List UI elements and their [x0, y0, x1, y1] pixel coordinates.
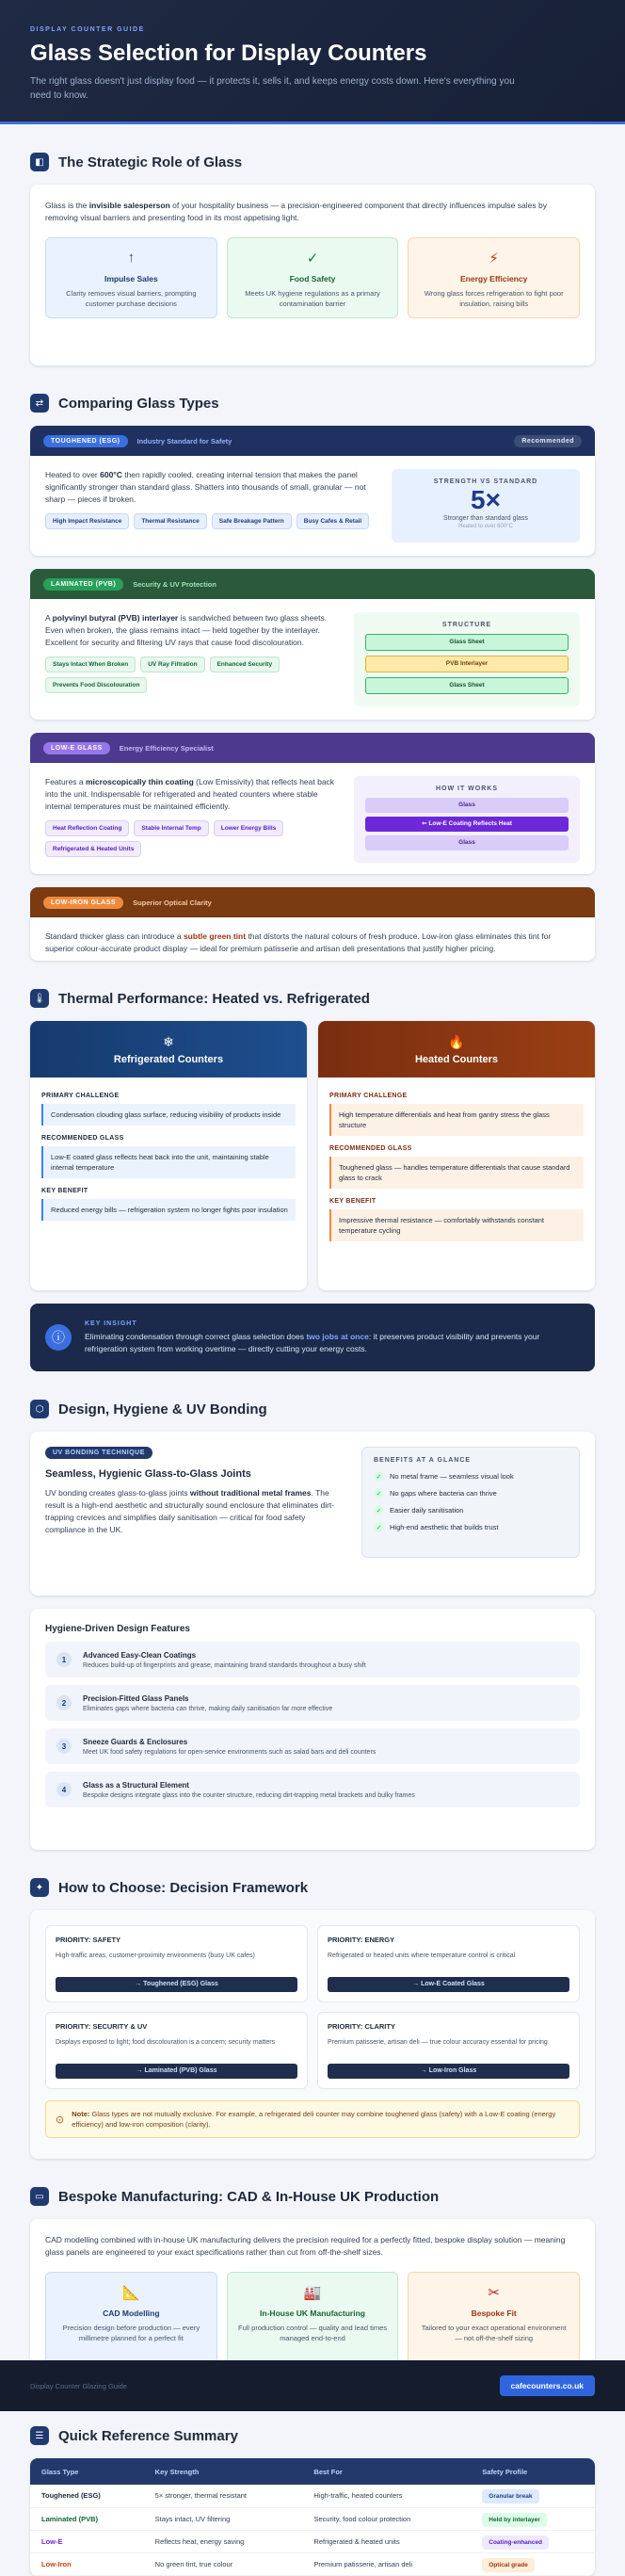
tag: Heat Reflection Coating — [45, 820, 129, 836]
table-row: Laminated (PVB) Stays intact, UV filtering Security, food colour protection Held by interlayer — [30, 2507, 595, 2530]
monitor-icon: ▭ — [30, 2187, 49, 2206]
toughened-card: TOUGHENED (ESG) Industry Standard for Safety Recommended Heated to over 600°C then rapidly cooled, creating internal tension that makes the panel significantly stronger than standard glass. Shatters into thousands of small, granular — not sharp — pieces if broken. High Impact Resistance Thermal Resistance Safe Breakage Pattern Busy Cafes & Retail STRENGTH VS STANDARD 5× Stronger than standard glass Heated to over 600°C — [30, 426, 595, 556]
coating-layer: ⇐ Low-E Coating Reflects Heat — [365, 817, 569, 832]
tag: Refrigerated & Heated Units — [45, 841, 141, 857]
check-icon: ✓ — [374, 1471, 384, 1482]
safety-badge: Held by interlayer — [482, 2513, 547, 2527]
info-icon: ⓘ — [45, 1324, 72, 1351]
summary-table — [30, 2458, 595, 2576]
section-title: Comparing Glass Types — [58, 395, 219, 412]
section-title: Quick Reference Summary — [58, 2427, 238, 2444]
section-title: The Strategic Role of Glass — [58, 154, 243, 170]
glass-layer: Glass Sheet — [365, 677, 569, 694]
glass-layer: Glass — [365, 835, 569, 851]
page-title: Glass Selection for Display Counters — [30, 41, 427, 66]
uv-heading: Seamless, Hygienic Glass-to-Glass Joints — [45, 1468, 251, 1480]
benefit-item: ✓ High-end aesthetic that builds trust — [374, 1522, 568, 1532]
tag: Prevents Food Discolouration — [45, 677, 147, 693]
check-icon: ✓ — [374, 1488, 384, 1499]
factory-icon: 🏭 — [303, 2285, 322, 2301]
recommendation-button[interactable]: → Toughened (ESG) Glass — [56, 1977, 297, 1992]
type-pill: LOW-IRON GLASS — [43, 897, 123, 909]
cad-card: 📐 CAD Modelling Precision design before production — every millimetre planned for a perfect fit — [45, 2272, 217, 2366]
thermometer-icon: 🌡 — [30, 989, 49, 1008]
benefit-item: ✓ Easier daily sanitisation — [374, 1505, 568, 1515]
tag: Busy Cafes & Retail — [296, 513, 369, 529]
note-box: ⊙ Note: Glass types are not mutually exclusive. For example, a refrigerated deli counter may combine toughened glass (safety) with a Low-E coating (energy efficiency) and low-iron composition (clarity). — [45, 2100, 580, 2138]
recommended-badge: Recommended — [514, 435, 582, 447]
impulse-sales-card: ↑ Impulse Sales Clarity removes visual barriers, prompting customer purchase decisions — [45, 237, 217, 318]
feature-item: 3 Sneeze Guards & Enclosures Meet UK food safety regulations for open-service environments such as salad bars and deli counters — [45, 1728, 580, 1764]
compass-icon: ✦ — [30, 1878, 49, 1897]
tag: Lower Energy Bills — [214, 820, 284, 836]
technique-pill: UV BONDING TECHNIQUE — [45, 1447, 152, 1459]
shield-icon: ⬡ — [30, 1400, 49, 1418]
benefit-item: ✓ No gaps where bacteria can thrive — [374, 1488, 568, 1499]
feature-item: 2 Precision-Fitted Glass Panels Eliminates gaps where bacteria can thrive, making daily sanitisation far more effective — [45, 1685, 580, 1721]
recommendation-button[interactable]: → Laminated (PVB) Glass — [56, 2064, 297, 2079]
glass-types-section — [0, 392, 625, 961]
glass-layer: Glass Sheet — [365, 634, 569, 651]
strategic-text: Glass is the invisible salesperson of your hospitality business — a precision-engineered component that directly influences impulse sales by removing visual barriers and presenting food in its most appetising light. — [45, 201, 547, 222]
eyebrow: DISPLAY COUNTER GUIDE — [30, 26, 145, 33]
laminated-card: LAMINATED (PVB) Security & UV Protection A polyvinyl butyral (PVB) interlayer is sandwiched between two glass sheets. Even when broken, the glass remains intact — held together by the interlayer. Excellent for security and filtering UV rays that cause food discolouration. Stays Intact When Broken UV Ray Filtration Enhanced Security Prevents Food Discolouration STRUCTURE Glass Sheet PVB Interlayer Glass Sheet — [30, 569, 595, 720]
tag: UV Ray Filtration — [140, 656, 204, 672]
refrigerated-counters-card: ❄ Refrigerated Counters PRIMARY CHALLENGE Condensation clouding glass surface, reducing visibility of products inside RECOMMENDED GLASS Low-E coated glass reflects heat back into the unit, maintaining stable internal temperature KEY BENEFIT Reduced energy bills — refrigeration system no longer fights poor insulation — [30, 1021, 307, 1290]
low-e-card: LOW-E GLASS Energy Efficiency Specialist Features a microscopically thin coating (Low Emissivity) that reflects heat back into the unit. Indispensable for refrigerated and heated counters where stable internal temperatures must be maintained efficiently. Heat Reflection Coating Stable Internal Temp Lower Energy Bills Refrigerated & Heated Units HOW IT WORKS Glass ⇐ Low-E Coating Reflects Heat Glass — [30, 733, 595, 874]
section-title: Thermal Performance: Heated vs. Refrigerated — [58, 990, 370, 1007]
design-section — [0, 1398, 625, 1850]
recommendation-button[interactable]: → Low-Iron Glass — [328, 2064, 569, 2079]
decision-card — [30, 1910, 595, 2159]
key-insight-banner: ⓘ KEY INSIGHT Eliminating condensation through correct glass selection does two jobs at once: it preserves product visibility and prevents your refrigeration system from working overtime — directly cutting your energy costs. — [30, 1304, 595, 1371]
strategic-card — [30, 185, 595, 365]
safety-badge: Optical grade — [482, 2558, 535, 2572]
tag: Stays Intact When Broken — [45, 656, 136, 672]
safety-badge: Coating-enhanced — [482, 2535, 549, 2550]
benefits-box: BENEFITS AT A GLANCE ✓ No metal frame — seamless visual look ✓ No gaps where bacteria can thrive ✓ Easier daily sanitisation ✓ High-end aesthetic that builds trust — [361, 1447, 580, 1558]
check-icon: ✓ — [306, 251, 319, 267]
tag: Thermal Resistance — [134, 513, 206, 529]
section-title: How to Choose: Decision Framework — [58, 1879, 309, 1896]
strength-stat: STRENGTH VS STANDARD 5× Stronger than standard glass Heated to over 600°C — [392, 469, 580, 543]
priority-energy: PRIORITY: ENERGY Refrigerated or heated units where temperature control is critical → Low-E Coated Glass — [317, 1925, 580, 2002]
type-pill: LAMINATED (PVB) — [43, 578, 123, 591]
snowflake-icon: ❄ — [163, 1034, 174, 1049]
table-row: Low-E Reflects heat, energy saving Refrigerated & heated units Coating-enhanced — [30, 2530, 595, 2552]
thermal-section — [0, 987, 625, 1371]
strategic-section — [0, 151, 625, 365]
compare-icon: ⇄ — [30, 394, 49, 413]
flame-icon: 🔥 — [448, 1034, 465, 1049]
website-link[interactable]: cafecounters.co.uk — [500, 2375, 595, 2396]
priority-safety: PRIORITY: SAFETY High-traffic areas, customer-proximity environments (busy UK cafes) → Toughened (ESG) Glass — [45, 1925, 308, 2002]
hero-header — [0, 0, 625, 124]
type-pill: TOUGHENED (ESG) — [43, 435, 128, 447]
bespoke-card: CAD modelling combined with in-house UK manufacturing delivers the precision required for a perfectly fitted, bespoke display solution — meaning glass panels are engineered to your exact specifications rather than cut from off-the-shelf sizes. 📐 CAD Modelling Precision design before production — every millimetre planned for a perfect fit 🏭 In-House UK Manufacturing Full production control — quality and lead times managed end-to-end ✂ Bespoke Fit Tailored to your exact operational environment — not off-the-shelf sizing — [30, 2219, 595, 2398]
check-icon: ✓ — [374, 1522, 384, 1532]
warning-icon: ⊙ — [56, 2114, 65, 2126]
summary-section — [0, 2424, 625, 2576]
feature-item: 4 Glass as a Structural Element Bespoke designs integrate glass into the counter structure, reducing dirt-trapping metal brackets and bulky frames — [45, 1772, 580, 1807]
manufacturing-card: 🏭 In-House UK Manufacturing Full production control — quality and lead times managed end-to-end — [227, 2272, 399, 2366]
footer-text: Display Counter Glazing Guide — [30, 2381, 127, 2390]
table-row: Toughened (ESG) 5× stronger, thermal resistant High-traffic, heated counters Granular break — [30, 2485, 595, 2507]
glass-layer: Glass — [365, 798, 569, 813]
footer — [0, 2360, 625, 2411]
tag: Enhanced Security — [210, 656, 280, 672]
scissors-icon: ✂ — [488, 2285, 500, 2301]
ruler-icon: 📐 — [121, 2285, 140, 2301]
bespoke-fit-card: ✂ Bespoke Fit Tailored to your exact operational environment — not off-the-shelf sizing — [408, 2272, 580, 2366]
low-iron-card: LOW-IRON GLASS Superior Optical Clarity Standard thicker glass can introduce a subtle green tint that distorts the natural colours of fresh produce. Low-iron glass eliminates this tint for superior colour-accurate product display — ideal for premium patisserie and artisan deli presentations that justify higher pricing. — [30, 887, 595, 961]
section-title: Design, Hygiene & UV Bonding — [58, 1401, 267, 1418]
priority-clarity: PRIORITY: CLARITY Premium patisserie, artisan deli — true colour accuracy essential for pricing → Low-Iron Glass — [317, 2012, 580, 2089]
how-it-works-diagram: HOW IT WORKS Glass ⇐ Low-E Coating Reflects Heat Glass — [354, 776, 580, 863]
tag: Safe Breakage Pattern — [212, 513, 292, 529]
benefit-item: ✓ No metal frame — seamless visual look — [374, 1471, 568, 1482]
energy-efficiency-card: ⚡ Energy Efficiency Wrong glass forces refrigeration to fight poor insulation, raising bills — [408, 237, 580, 318]
intro-text: The right glass doesn't just display food — it protects it, sells it, and keeps energy costs down. Here's everything you need to know. — [30, 76, 515, 101]
table-icon: ☰ — [30, 2426, 49, 2445]
food-safety-card: ✓ Food Safety Meets UK hygiene regulations as a primary contamination barrier — [227, 237, 399, 318]
arrow-up-icon: ↑ — [127, 250, 136, 266]
tag: Stable Internal Temp — [134, 820, 208, 836]
strategy-icon: ◧ — [30, 153, 49, 171]
section-title: Bespoke Manufacturing: CAD & In-House UK Production — [58, 2188, 440, 2205]
feature-item: 1 Advanced Easy-Clean Coatings Reduces build-up of fingerprints and grease, maintaining brand standards throughout a busy shift — [45, 1642, 580, 1677]
table-row: Low-Iron No green tint, true colour Premium patisserie, artisan deli Optical grade — [30, 2552, 595, 2575]
heated-counters-card: 🔥 Heated Counters PRIMARY CHALLENGE High temperature differentials and heat from gantry stress the glass structure RECOMMENDED GLASS Toughened glass — handles temperature differentials that cause standard glass to crack KEY BENEFIT Impressive thermal resistance — comfortably withstands constant temperature cycling — [318, 1021, 595, 1290]
type-pill: LOW-E GLASS — [43, 742, 110, 754]
structure-diagram: STRUCTURE Glass Sheet PVB Interlayer Glass Sheet — [354, 612, 580, 706]
priority-security-uv: PRIORITY: SECURITY & UV Displays exposed to light; food discolouration is a concern; security matters → Laminated (PVB) Glass — [45, 2012, 308, 2089]
check-icon: ✓ — [374, 1505, 384, 1515]
safety-badge: Granular break — [482, 2489, 538, 2503]
uv-bonding-card: UV BONDING TECHNIQUE Seamless, Hygienic Glass-to-Glass Joints UV bonding creates glass-to-glass joints without traditional metal frames. The result is a high-end aesthetic and structurally sound enclosure that eliminates dirt-trapping crevices and simplifies daily sanitisation — critical for food safety compliance in the UK. BENEFITS AT A GLANCE ✓ No metal frame — seamless visual look ✓ No gaps where bacteria can thrive ✓ Easier daily sanitisation ✓ High-end aesthetic that builds trust — [30, 1432, 595, 1596]
hygiene-features-card: Hygiene-Driven Design Features 1 Advanced Easy-Clean Coatings Reduces build-up of fingerprints and grease, maintaining brand standards throughout a busy shift 2 Precision-Fitted Glass Panels Eliminates gaps where bacteria can thrive, making daily sanitisation far more effective 3 Sneeze Guards & Enclosures Meet UK food safety regulations for open-service environments such as salad bars and deli counters 4 Glass as a Structural Element Bespoke designs integrate glass into the counter structure, reducing dirt-trapping metal brackets and bulky frames — [30, 1609, 595, 1850]
pvb-layer: PVB Interlayer — [365, 656, 569, 672]
tag: High Impact Resistance — [45, 513, 129, 529]
table-header-row: Glass Type Key Strength Best For Safety Profile — [30, 2458, 595, 2485]
decision-section — [0, 1876, 625, 2159]
lightning-icon: ⚡ — [489, 251, 499, 267]
recommendation-button[interactable]: → Low-E Coated Glass — [328, 1977, 569, 1992]
